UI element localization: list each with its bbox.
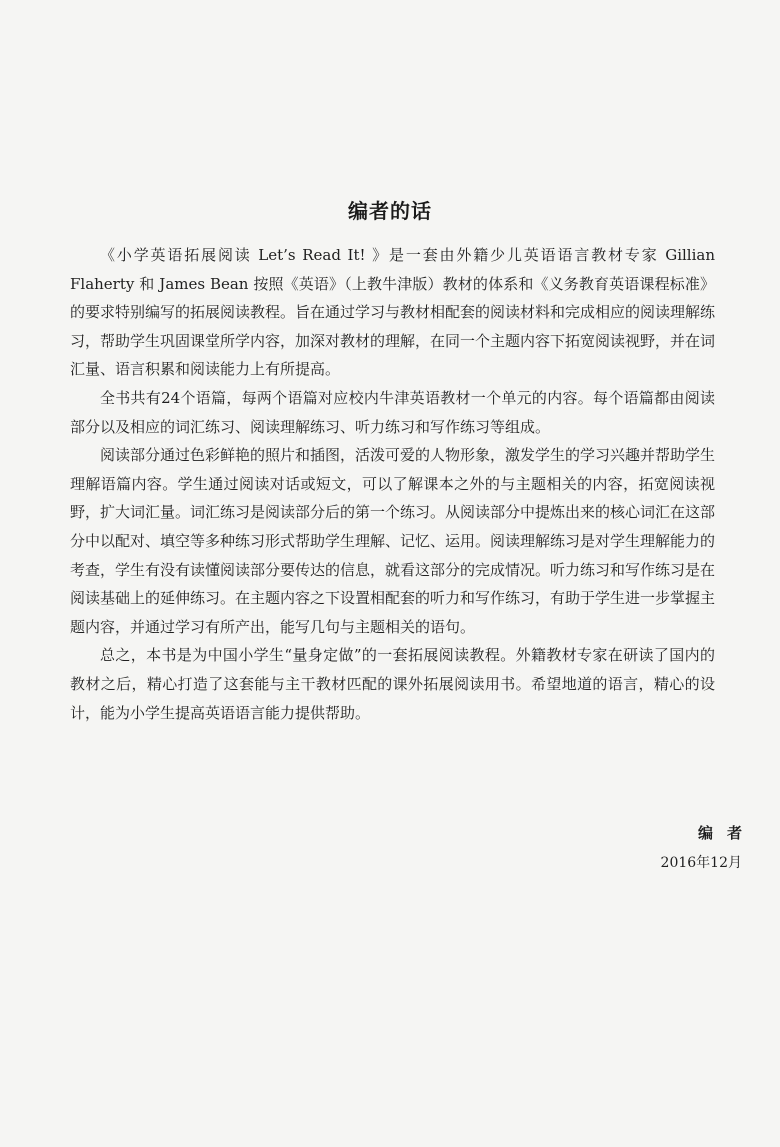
signature-date: 2016年12月	[660, 855, 742, 871]
paragraph-reading-section: 阅读部分通过色彩鲜艳的照片和插图，活泼可爱的人物形象，激发学生的学习兴趣并帮助学生理解语篇内容。学生通过阅读对话或短文，可以了解课本之外的与主题相关的内容，拓宽阅读视野，扩大词汇量。词汇练习是阅读部分后的第一个练习。从阅读部分中提炼出来的核心词汇在这部分中以配对、填空等多种练习形式帮助学生理解、记忆、运用。阅读理解练习是对学生理解能力的考查，学生有没有读懂阅读部分要传达的信息，就看这部分的完成情况。听力练习和写作练习是在阅读基础上的延伸练习。在主题内容之下设置相配套的听力和写作练习，有助于学生进一步掌握主题内容，并通过学习有所产出，能写几句与主题相关的语句。	[70, 446, 716, 636]
signature-block	[660, 818, 756, 878]
paragraph-structure: 全书共有24个语篇，每两个语篇对应校内牛津英语教材一个单元的内容。每个语篇都由阅读部分以及相应的词汇练习、阅读理解练习、听力练习和写作练习等组成。	[70, 388, 715, 436]
signature-author: 编者	[697, 824, 756, 842]
page-title: 编者的话	[348, 199, 432, 223]
paragraph-summary: 总之，本书是为中国小学生“量身定做”的一套拓展阅读教程。外籍教材专家在研读了国内的教材之后，精心打造了这套能与主干教材匹配的课外拓展阅读用书。希望地道的语言，精心的设计，能为小学生提高英语语言能力提供帮助。	[70, 646, 715, 722]
paragraph-intro: 《小学英语拓展阅读 Let’s Read It! 》是一套由外籍少儿英语语言教材专家 Gillian Flaherty 和 James Bean 按照《英语》（上教牛津版）教材的体系和《义务教育英语课程标准》的要求特别编写的拓展阅读教程。旨在通过学习与教材相配套的阅读材料和完成相应的阅读理解练习，帮助学生巩固课堂所学内容，加深对教材的理解，在同一个主题内容下拓宽阅读视野，并在词汇量、语言积累和阅读能力上有所提高。	[70, 246, 716, 379]
body-text	[70, 241, 715, 727]
